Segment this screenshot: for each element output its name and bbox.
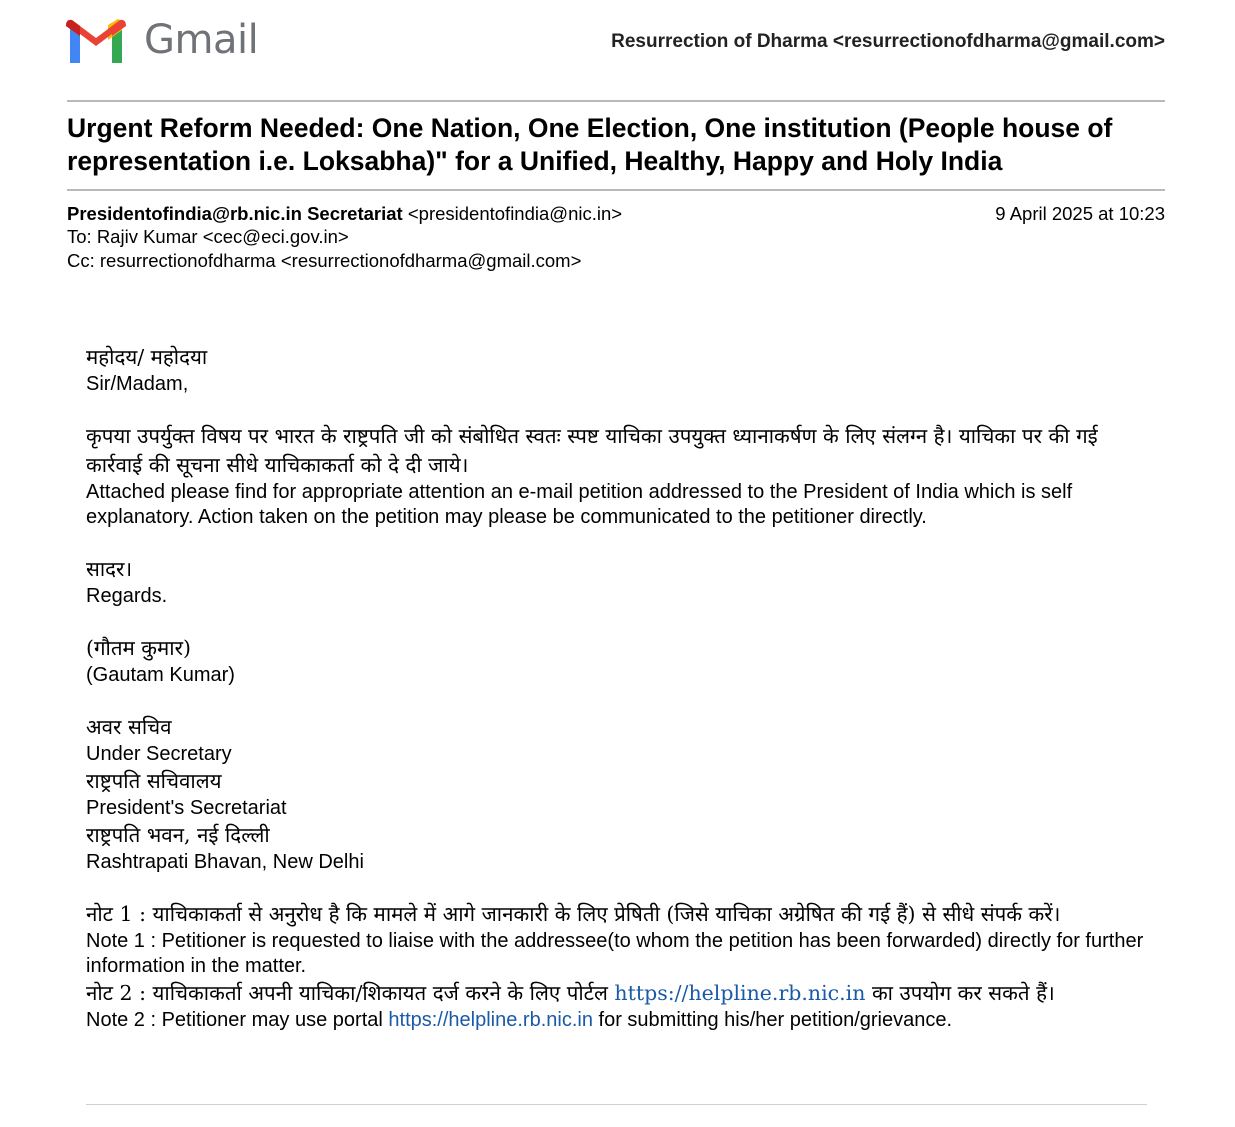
signature-block: [86, 713, 1156, 875]
designation-english: Under Secretary: [86, 743, 232, 765]
office-hindi: राष्ट्रपति सचिवालय: [86, 769, 222, 793]
regards: [86, 555, 1156, 609]
office-english: President's Secretariat: [86, 797, 287, 819]
paragraph-main-hindi: कृपया उपर्युक्त विषय पर भारत के राष्ट्रपति जी को संबोधित स्वतः स्पष्ट याचिका उपयुक्त ध्यानाकर्षण के लिए संलग्न है। याचिका पर की गई कार्रवाई की सूचना सीधे याचिकाकर्ता को दे दी जाये।: [86, 424, 1098, 477]
note2-english-prefix: Note 2 : Petitioner may use portal: [86, 1009, 383, 1031]
paragraph-main-english: Attached please find for appropriate attention an e-mail petition addressed to the President of India which is self explanatory. Action taken on the petition may please be communicated to the petitioner directly.: [86, 481, 1073, 528]
signer-english: (Gautam Kumar): [86, 664, 235, 686]
email-body: [86, 343, 1156, 1058]
designation-hindi: अवर सचिव: [86, 715, 172, 739]
account-label: Resurrection of Dharma <resurrectionofdharma@gmail.com>: [611, 31, 1165, 52]
place-hindi: राष्ट्रपति भवन, नई दिल्ली: [86, 823, 270, 847]
portal-link-english[interactable]: https://helpline.rb.nic.in: [388, 1009, 593, 1031]
to-line: To: Rajiv Kumar <cec@eci.gov.in>: [67, 226, 349, 247]
regards-hindi: सादर।: [86, 557, 133, 581]
message-date: 9 April 2025 at 10:23: [995, 203, 1165, 224]
gmail-m-icon: [66, 17, 126, 63]
signer: [86, 634, 1156, 688]
sender-name: Presidentofindia@rb.nic.in Secretariat: [67, 203, 403, 224]
note2-english-suffix: for submitting his/her petition/grievance.: [598, 1009, 953, 1031]
salutation-hindi: महोदय/ महोदया: [86, 345, 208, 369]
paragraph-main: [86, 422, 1156, 530]
place-english: Rashtrapati Bhavan, New Delhi: [86, 851, 364, 873]
salutation-english: Sir/Madam,: [86, 373, 189, 395]
gmail-wordmark: Gmail: [144, 17, 259, 63]
subject-divider: [67, 189, 1165, 191]
signer-hindi: (गौतम कुमार): [86, 636, 192, 660]
footer-divider: [86, 1104, 1147, 1105]
cc-line: Cc: resurrectionofdharma <resurrectionofdharma@gmail.com>: [67, 250, 582, 271]
portal-link-hindi[interactable]: https://helpline.rb.nic.in: [614, 981, 866, 1005]
header-divider: [67, 100, 1165, 102]
email-subject: Urgent Reform Needed: One Nation, One Election, One institution (People house of representation i.e. Loksabha)" for a Unified, Healthy, Happy and Holy India: [67, 113, 1113, 176]
notes: [86, 900, 1156, 1033]
note2-hindi: [86, 979, 1156, 1008]
note1-hindi: नोट 1 : याचिकाकर्ता से अनुरोध है कि मामले में आगे जानकारी के लिए प्रेषिती (जिसे याचिका अग्रेषित की गई हैं) से सीधे संपर्क करें।: [86, 902, 1061, 926]
gmail-logo[interactable]: [66, 16, 258, 64]
note1-english: Note 1 : Petitioner is requested to liaise with the addressee(to whom the petition has been forwarded) directly for further information in the matter.: [86, 930, 1144, 977]
note2-hindi-suffix: का उपयोग कर सकते हैं।: [871, 981, 1055, 1005]
regards-english: Regards.: [86, 585, 168, 607]
salutation: [86, 343, 1156, 397]
note2-english: [86, 1008, 1156, 1033]
sender-email[interactable]: <presidentofindia@nic.in>: [407, 203, 623, 224]
note2-hindi-prefix: नोट 2 : याचिकाकर्ता अपनी याचिका/शिकायत दर्ज करने के लिए पोर्टल: [86, 981, 608, 1005]
